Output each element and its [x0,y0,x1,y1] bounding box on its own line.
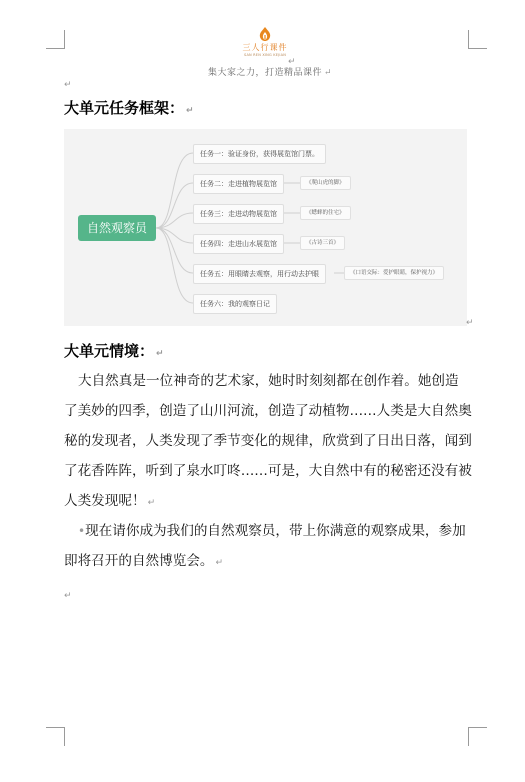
mindmap-subnode-2: 《爬山虎的脚》 [300,176,351,190]
section-title-situation: 大单元情境： ↵ [64,342,164,360]
section-title-framework: 大单元任务框架： ↵ [64,99,194,117]
logo-flame-icon [256,26,274,42]
situation-paragraph-1: 大自然真是一位神奇的艺术家，她时时刻刻都在创作着。她创造了美妙的四季，创造了山川河流，创造了动植物……人类是大自然奥秘的发现者，人类发现了季节变化的规律，欣赏到了日出日落，闻到了花香阵阵，听到了泉水叮咚……可是，大自然中有的秘密还没有被人类发现呢！ ↵ [64,373,472,509]
logo-name: 三人行课件 [242,43,288,52]
task-mindmap [64,129,467,326]
header-logo [240,26,290,57]
paragraph-mark: ↵ [64,80,72,90]
logo-subtitle: SAN REN XING KEJIAN [243,53,287,57]
mindmap-subnode-3: 《蟋蟀的住宅》 [300,206,351,220]
crop-mark-bottom-right [468,727,487,746]
mindmap-task-6: 任务六：我的观察日记 [193,294,277,314]
paragraph-mark: ↵ [64,591,72,601]
crop-mark-top-left [46,30,65,49]
mindmap-task-2: 任务二：走进植物展览馆 [193,174,284,194]
mindmap-root-node: 自然观察员 [78,215,156,241]
mindmap-task-1: 任务一：验证身份，获得展览馆门票。 [193,144,326,164]
mindmap-task-4: 任务四：走进山水展览馆 [193,234,284,254]
mindmap-task-5: 任务五：用眼睛去观察，用行动去护眼 [193,264,326,284]
crop-mark-bottom-left [46,727,65,746]
paragraph-mark: ↵ [288,57,296,67]
header-slogan: 集大家之力，打造精品课件 ↵ [207,68,333,78]
paragraph-mark: ↵ [466,318,474,328]
crop-mark-top-right [468,30,487,49]
mindmap-subnode-5: 《口语交际：爱护眼睛，保护视力》 [344,266,444,280]
situation-paragraph-2: •现在请你成为我们的自然观察员，带上你满意的观察成果，参加即将召开的自然博览会。 ↵ [64,523,466,569]
mindmap-subnode-4: 《古诗三首》 [300,236,345,250]
mindmap-task-3: 任务三：走进动物展览馆 [193,204,284,224]
